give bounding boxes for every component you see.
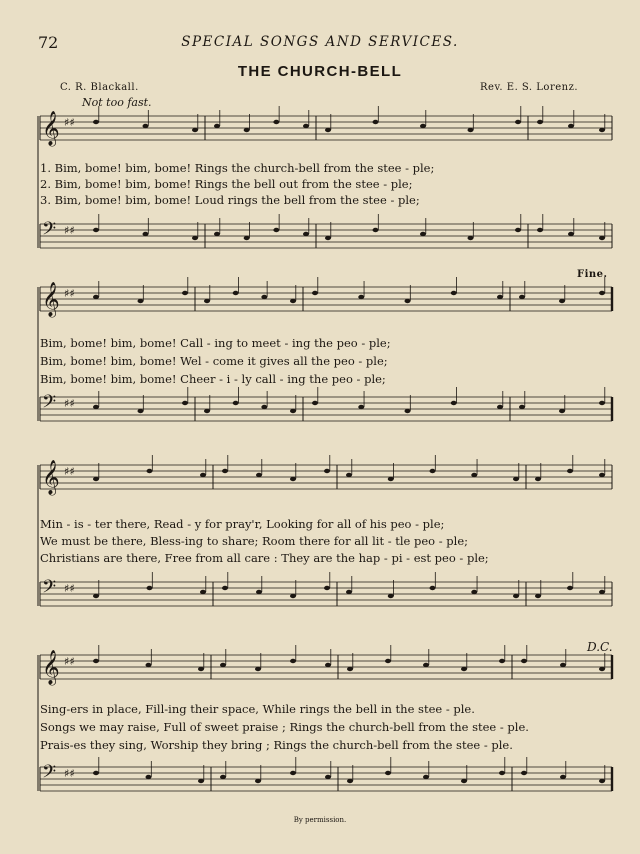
permission-credit: By permission.: [293, 816, 347, 824]
notehead: [290, 477, 296, 481]
notehead: [256, 590, 262, 594]
notehead: [499, 771, 505, 775]
notehead: [521, 771, 527, 775]
notehead: [198, 667, 204, 671]
notehead: [346, 473, 352, 477]
notehead: [146, 663, 152, 667]
notehead: [222, 469, 228, 473]
notehead: [198, 779, 204, 783]
notehead: [515, 228, 521, 232]
notehead: [347, 779, 353, 783]
notehead: [273, 120, 279, 124]
notehead: [93, 120, 99, 124]
notehead: [290, 659, 296, 663]
lyric-line-1: 1. Bim, bome! bim, bome! Rings the church-bell from the stee - ple;: [40, 161, 435, 175]
notehead: [420, 124, 426, 128]
lyric-line-8: We must be there, Bless-ing to share; Room there for all lit - tle peo - ple;: [40, 534, 469, 548]
notehead: [290, 409, 296, 413]
notehead: [513, 477, 519, 481]
page-number: 72: [38, 33, 59, 52]
notehead: [93, 295, 99, 299]
notehead: [192, 236, 198, 240]
key-signature-icon: ♯♯: [64, 397, 75, 410]
notehead: [325, 128, 331, 132]
notehead: [373, 120, 379, 124]
notehead: [423, 663, 429, 667]
notehead: [373, 228, 379, 232]
notehead: [461, 779, 467, 783]
notehead: [599, 473, 605, 477]
lyric-line-7: Min - is - ter there, Read - y for pray'r, Looking for all of his peo - ple;: [40, 517, 445, 531]
notehead: [214, 232, 220, 236]
notehead: [468, 128, 474, 132]
notehead: [303, 124, 309, 128]
notehead: [244, 236, 250, 240]
lyric-line-3: 3. Bim, bome! bim, bome! Loud rings the bell from the stee - ple;: [40, 193, 420, 207]
lyric-line-10: Sing-ers in place, Fill-ing their space, While rings the bell in the stee - ple.: [40, 702, 475, 716]
notehead: [325, 775, 331, 779]
notehead: [143, 232, 149, 236]
notehead: [93, 477, 99, 481]
notehead: [273, 228, 279, 232]
notehead: [599, 779, 605, 783]
tempo-marking: Not too fast.: [82, 96, 152, 109]
notehead: [405, 299, 411, 303]
lyric-line-4: Bim, bome! bim, bome! Call - ing to meet - ing the peo - ple;: [40, 336, 391, 350]
notehead: [255, 667, 261, 671]
notehead: [261, 295, 267, 299]
notehead: [200, 473, 206, 477]
bass-clef-icon: 𝄢: [42, 577, 57, 602]
notehead: [567, 586, 573, 590]
key-signature-icon: ♯♯: [64, 287, 75, 300]
notehead: [324, 586, 330, 590]
bass-clef-icon: 𝄢: [42, 219, 57, 244]
notehead: [567, 469, 573, 473]
notehead: [358, 405, 364, 409]
dc-marking: D.C.: [587, 640, 613, 654]
notehead: [303, 232, 309, 236]
notehead: [535, 594, 541, 598]
notehead: [312, 291, 318, 295]
notehead: [599, 291, 605, 295]
notehead: [220, 663, 226, 667]
notehead: [568, 232, 574, 236]
notehead: [312, 401, 318, 405]
notehead: [204, 299, 210, 303]
notehead: [324, 469, 330, 473]
notehead: [233, 401, 239, 405]
bass-clef-icon: 𝄢: [42, 762, 57, 787]
notehead: [515, 120, 521, 124]
notehead: [325, 663, 331, 667]
notehead: [233, 291, 239, 295]
notehead: [599, 128, 605, 132]
notehead: [599, 667, 605, 671]
notehead: [214, 124, 220, 128]
notehead: [568, 124, 574, 128]
notehead: [182, 401, 188, 405]
notehead: [290, 771, 296, 775]
notehead: [93, 659, 99, 663]
notehead: [521, 659, 527, 663]
notehead: [497, 405, 503, 409]
lyric-line-9: Christians are there, Free from all care : They are the hap - pi - est peo - ple;: [40, 551, 489, 565]
notehead: [559, 409, 565, 413]
notehead: [220, 775, 226, 779]
song-title: THE CHURCH-BELL: [237, 63, 403, 80]
treble-clef-icon: 𝄞: [42, 282, 60, 317]
notehead: [385, 771, 391, 775]
notehead: [388, 594, 394, 598]
notehead: [146, 775, 152, 779]
treble-clef-icon: 𝄞: [42, 111, 60, 146]
notehead: [471, 590, 477, 594]
key-signature-icon: ♯♯: [64, 224, 75, 237]
author-credit: Rev. E. S. Lorenz.: [480, 82, 579, 93]
notehead: [325, 236, 331, 240]
running-head: SPECIAL SONGS AND SERVICES.: [181, 34, 459, 50]
notehead: [244, 128, 250, 132]
lyric-line-12: Prais-es they sing, Worship they bring ; Rings the church-bell from the stee - ple.: [40, 738, 513, 752]
lyric-line-6: Bim, bome! bim, bome! Cheer - i - ly call - ing the peo - ple;: [40, 372, 386, 386]
notehead: [147, 469, 153, 473]
key-signature-icon: ♯♯: [64, 767, 75, 780]
notehead: [143, 124, 149, 128]
notehead: [93, 594, 99, 598]
notehead: [471, 473, 477, 477]
notehead: [537, 228, 543, 232]
notehead: [535, 477, 541, 481]
key-signature-icon: ♯♯: [64, 116, 75, 129]
treble-clef-icon: 𝄞: [42, 460, 60, 495]
notehead: [423, 775, 429, 779]
notehead: [430, 469, 436, 473]
notehead: [347, 667, 353, 671]
notehead: [388, 477, 394, 481]
notehead: [451, 401, 457, 405]
notehead: [261, 405, 267, 409]
notehead: [138, 409, 144, 413]
notehead: [599, 590, 605, 594]
notehead: [599, 236, 605, 240]
notehead: [468, 236, 474, 240]
lyric-line-2: 2. Bim, bome! bim, bome! Rings the bell out from the stee - ple;: [40, 177, 413, 191]
notehead: [405, 409, 411, 413]
notehead: [513, 594, 519, 598]
notehead: [200, 590, 206, 594]
notehead: [497, 295, 503, 299]
notehead: [385, 659, 391, 663]
notehead: [93, 228, 99, 232]
notehead: [192, 128, 198, 132]
notehead: [147, 586, 153, 590]
key-signature-icon: ♯♯: [64, 465, 75, 478]
notehead: [204, 409, 210, 413]
key-signature-icon: ♯♯: [64, 582, 75, 595]
notehead: [290, 299, 296, 303]
notehead: [499, 659, 505, 663]
notehead: [358, 295, 364, 299]
notehead: [559, 299, 565, 303]
notehead: [599, 401, 605, 405]
bass-clef-icon: 𝄢: [42, 392, 57, 417]
notehead: [519, 405, 525, 409]
lyric-line-5: Bim, bome! bim, bome! Wel - come it gives all the peo - ple;: [40, 354, 388, 368]
notehead: [222, 586, 228, 590]
notehead: [430, 586, 436, 590]
notehead: [346, 590, 352, 594]
notehead: [560, 775, 566, 779]
notehead: [93, 771, 99, 775]
notehead: [461, 667, 467, 671]
key-signature-icon: ♯♯: [64, 655, 75, 668]
notehead: [537, 120, 543, 124]
notehead: [560, 663, 566, 667]
notehead: [256, 473, 262, 477]
fine-marking: Fine.: [577, 269, 608, 280]
notehead: [290, 594, 296, 598]
notehead: [138, 299, 144, 303]
notehead: [182, 291, 188, 295]
notehead: [451, 291, 457, 295]
lyric-line-11: Songs we may raise, Full of sweet praise ; Rings the church-bell from the stee - ple.: [40, 720, 529, 734]
notehead: [255, 779, 261, 783]
composer-credit: C. R. Blackall.: [60, 82, 139, 93]
notehead: [420, 232, 426, 236]
treble-clef-icon: 𝄞: [42, 650, 60, 685]
notehead: [93, 405, 99, 409]
notehead: [519, 295, 525, 299]
